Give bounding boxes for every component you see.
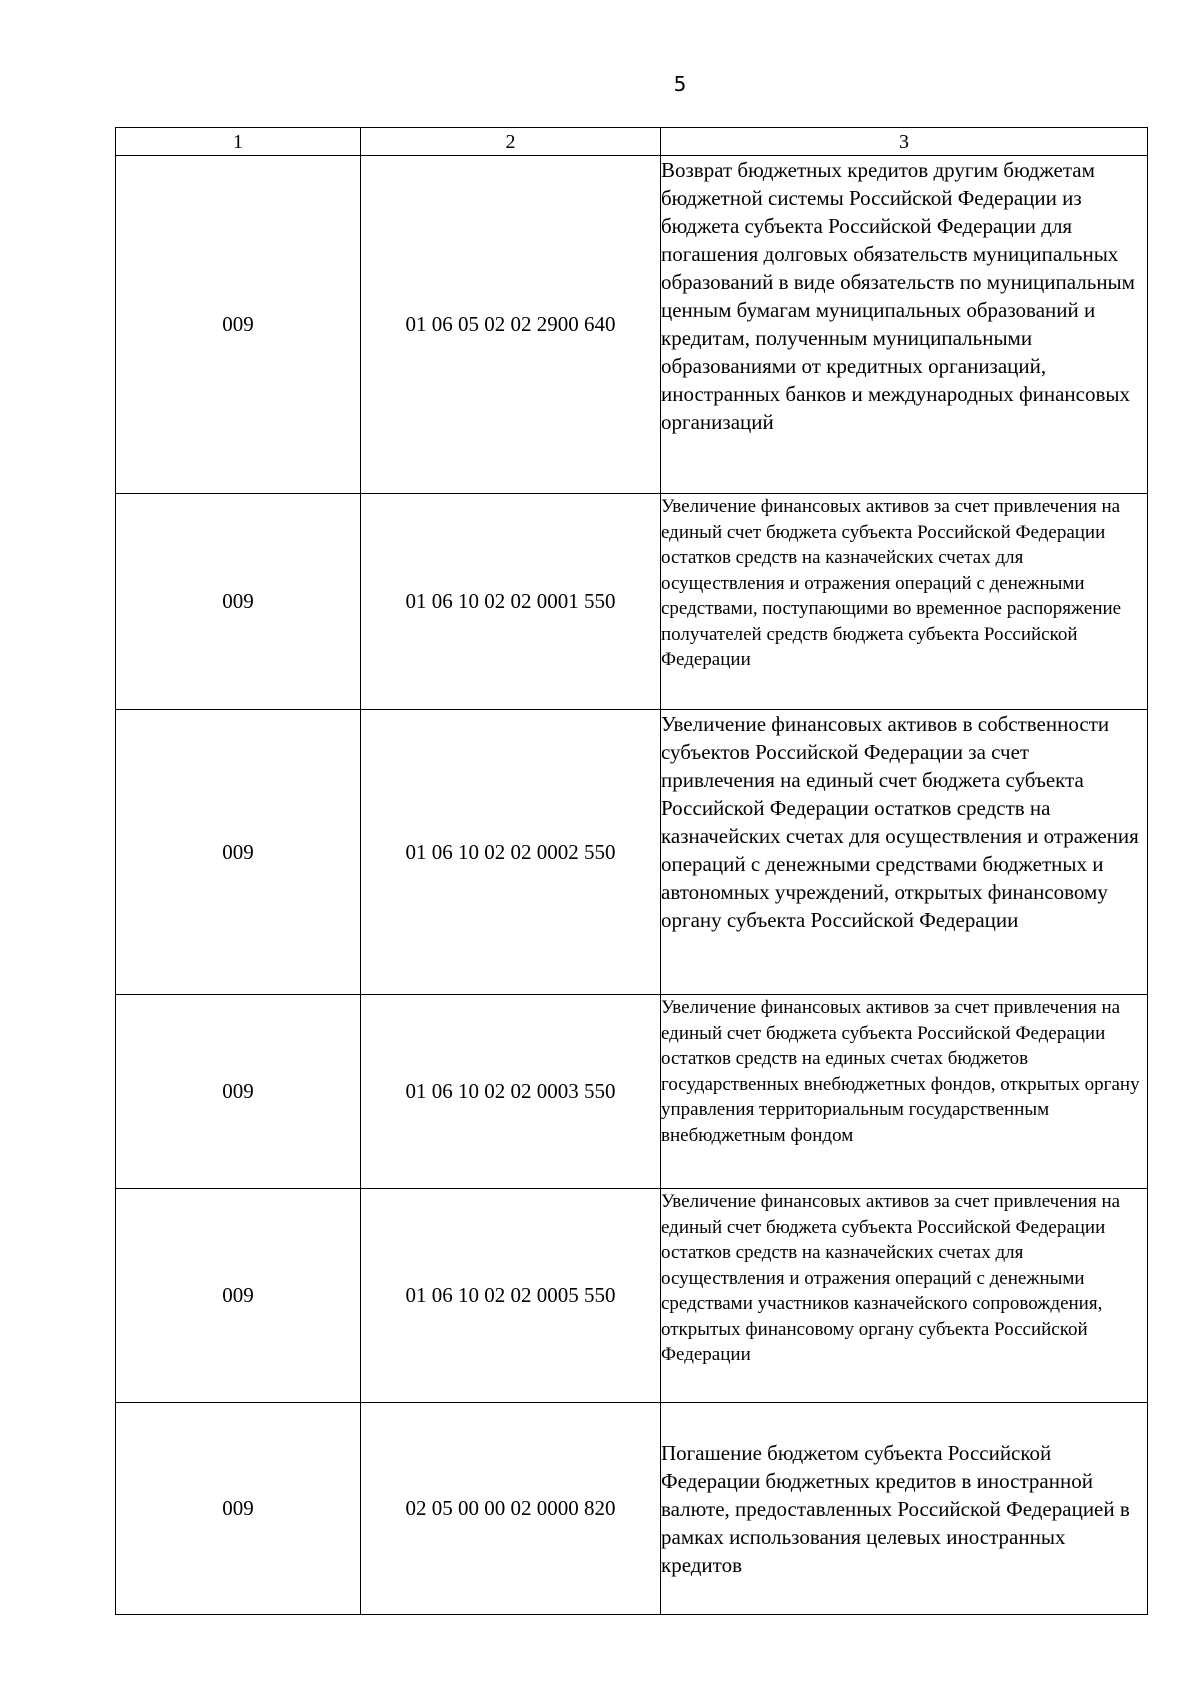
source-name-cell: Увеличение финансовых активов в собственности субъектов Российской Федерации за счет привлечения на единый счет бюджета субъекта Российской Федерации остатков средств на казначейских счетах для осуществления и отражения операций с денежными средствами бюджетных и автономных учреждений, открытых финансовому органу субъекта Российской Федерации [661,710,1148,995]
admin-code-cell: 009 [116,710,361,995]
source-code-cell: 02 05 00 00 02 0000 820 [361,1403,661,1615]
source-code-cell: 01 06 10 02 02 0003 550 [361,995,661,1189]
budget-sources-table [115,127,1148,1615]
source-code-cell: 01 06 10 02 02 0005 550 [361,1189,661,1403]
table-row [116,156,1148,494]
table-row [116,494,1148,710]
source-name-cell: Увеличение финансовых активов за счет привлечения на единый счет бюджета субъекта Российской Федерации остатков средств на казначейских счетах для осуществления и отражения операций с денежными средствами участников казначейского сопровождения, открытых финансовому органу субъекта Российской Федерации [661,1189,1148,1403]
table-header-row [116,128,1148,156]
source-name-cell: Возврат бюджетных кредитов другим бюджетам бюджетной системы Российской Федерации из бюджета субъекта Российской Федерации для погашения долговых обязательств муниципальных образований в виде обязательств по муниципальным ценным бумагам муниципальных образований и кредитам, полученным муниципальными образованиями от кредитных организаций, иностранных банков и международных финансовых организаций [661,156,1148,494]
column-header-2: 2 [361,128,661,156]
table-row [116,1189,1148,1403]
admin-code-cell: 009 [116,995,361,1189]
source-code-cell: 01 06 10 02 02 0002 550 [361,710,661,995]
admin-code-cell: 009 [116,1189,361,1403]
table-row [116,1403,1148,1615]
column-header-1: 1 [116,128,361,156]
table-row [116,710,1148,995]
admin-code-cell: 009 [116,156,361,494]
column-header-3: 3 [661,128,1148,156]
page-number: 5 [673,72,687,96]
source-name-cell: Погашение бюджетом субъекта Российской Федерации бюджетных кредитов в иностранной валюте, предоставленных Российской Федерацией в рамках использования целевых иностранных кредитов [661,1403,1148,1615]
source-code-cell: 01 06 10 02 02 0001 550 [361,494,661,710]
table-row [116,995,1148,1189]
source-code-cell: 01 06 05 02 02 2900 640 [361,156,661,494]
source-name-cell: Увеличение финансовых активов за счет привлечения на единый счет бюджета субъекта Российской Федерации остатков средств на казначейских счетах для осуществления и отражения операций с денежными средствами, поступающими во временное распоряжение получателей средств бюджета субъекта Российской Федерации [661,494,1148,710]
admin-code-cell: 009 [116,494,361,710]
source-name-cell: Увеличение финансовых активов за счет привлечения на единый счет бюджета субъекта Российской Федерации остатков средств на единых счетах бюджетов государственных внебюджетных фондов, открытых органу управления территориальным государственным внебюджетным фондом [661,995,1148,1189]
admin-code-cell: 009 [116,1403,361,1615]
